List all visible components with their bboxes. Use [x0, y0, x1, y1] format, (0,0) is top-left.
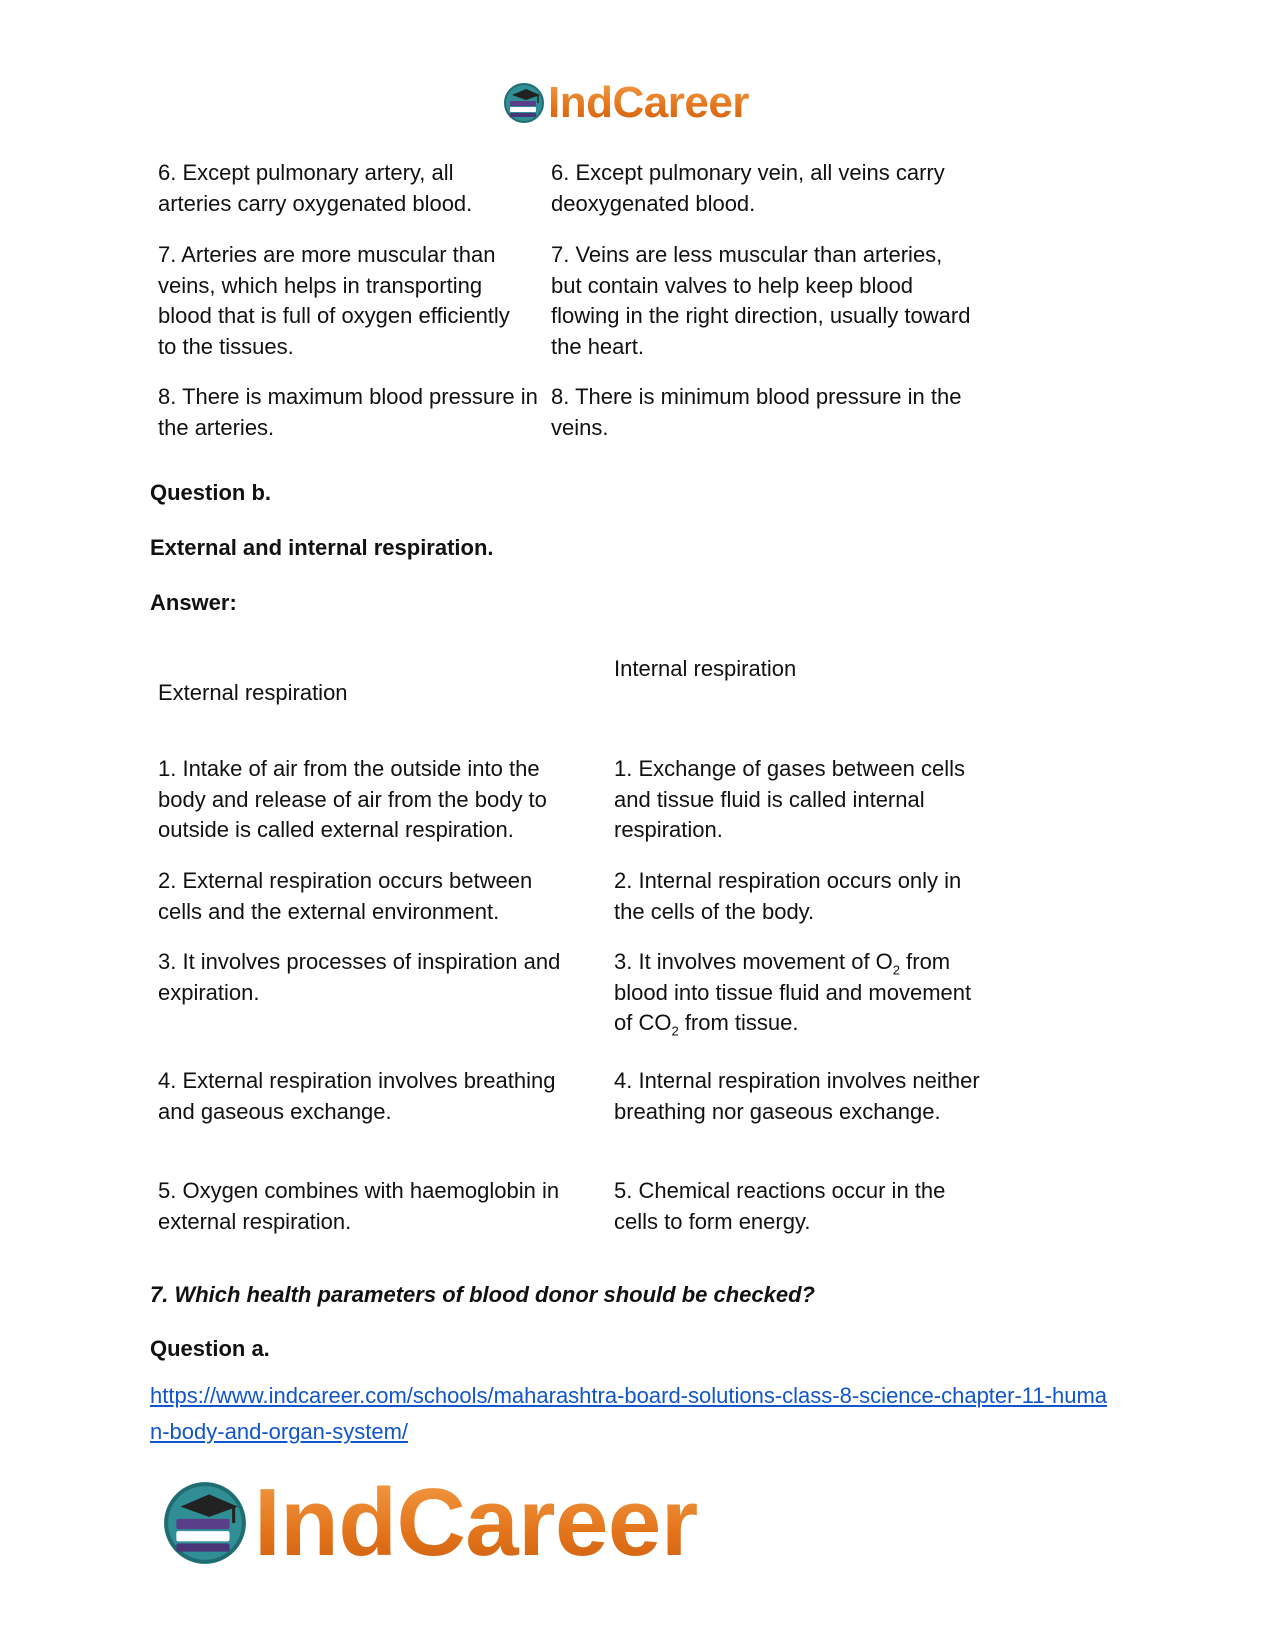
external-point-5: 5. Oxygen combines with haemoglobin in external respiration. [158, 1178, 560, 1234]
internal-point-4: 4. Internal respiration involves neither breathing nor gaseous exchange. [614, 1068, 980, 1124]
question-7: 7. Which health parameters of blood donor should be checked? [150, 1282, 815, 1307]
vein-point-8: 8. There is minimum blood pressure in the veins. [551, 384, 962, 440]
question-b-topic: External and internal respiration. [150, 535, 494, 560]
o2-subscript: 2 [892, 962, 901, 978]
vein-point-7: 7. Veins are less muscular than arteries, but contain valves to help keep blood flowing in the right direction, usually toward the heart. [551, 242, 971, 359]
logo-wordmark: IndCareer [548, 78, 749, 127]
internal-point-2: 2. Internal respiration occurs only in the cells of the body. [614, 868, 962, 924]
external-point-1: 1. Intake of air from the outside into the body and release of air from the body to outside is called external respiration. [158, 756, 547, 842]
external-respiration-header: External respiration [158, 680, 348, 705]
external-point-3: 3. It involves processes of inspiration and expiration. [158, 949, 561, 1005]
book-globe-icon [160, 1478, 250, 1568]
co2-subscript: 2 [671, 1023, 679, 1039]
answer-label: Answer: [150, 590, 237, 615]
book-globe-icon [502, 81, 546, 125]
external-point-2: 2. External respiration occurs between cells and the external environment. [158, 868, 533, 924]
internal-point-5: 5. Chemical reactions occur in the cells to form energy. [614, 1178, 946, 1234]
artery-point-8: 8. There is maximum blood pressure in the arteries. [158, 384, 538, 440]
internal-point-3-text-b: from blood into tissue fluid and movement of CO [614, 949, 972, 1035]
internal-point-3-text-c: from tissue. [678, 1010, 799, 1035]
artery-point-6: 6. Except pulmonary artery, all arteries carry oxygenated blood. [158, 160, 473, 216]
source-link[interactable]: https://www.indcareer.com/schools/maharashtra-board-solutions-class-8-science-chapter-11-human-body-and-organ-system/ [150, 1383, 1107, 1444]
internal-point-3 [614, 947, 994, 1039]
internal-point-1: 1. Exchange of gases between cells and tissue fluid is called internal respiration. [614, 756, 966, 842]
indcareer-logo-bottom [160, 1468, 698, 1578]
logo-wordmark: IndCareer [254, 1469, 698, 1576]
internal-point-3-text-a: 3. It involves movement of O [614, 949, 893, 974]
question-b-label: Question b. [150, 480, 271, 505]
question-a-label: Question a. [150, 1336, 270, 1361]
artery-point-7: 7. Arteries are more muscular than veins, which helps in transporting blood that is full of oxygen efficiently to the tissues. [158, 242, 510, 359]
internal-respiration-header: Internal respiration [614, 656, 797, 681]
external-point-4: 4. External respiration involves breathing and gaseous exchange. [158, 1068, 556, 1124]
indcareer-logo-top [502, 78, 749, 128]
vein-point-6: 6. Except pulmonary vein, all veins carry deoxygenated blood. [551, 160, 945, 216]
